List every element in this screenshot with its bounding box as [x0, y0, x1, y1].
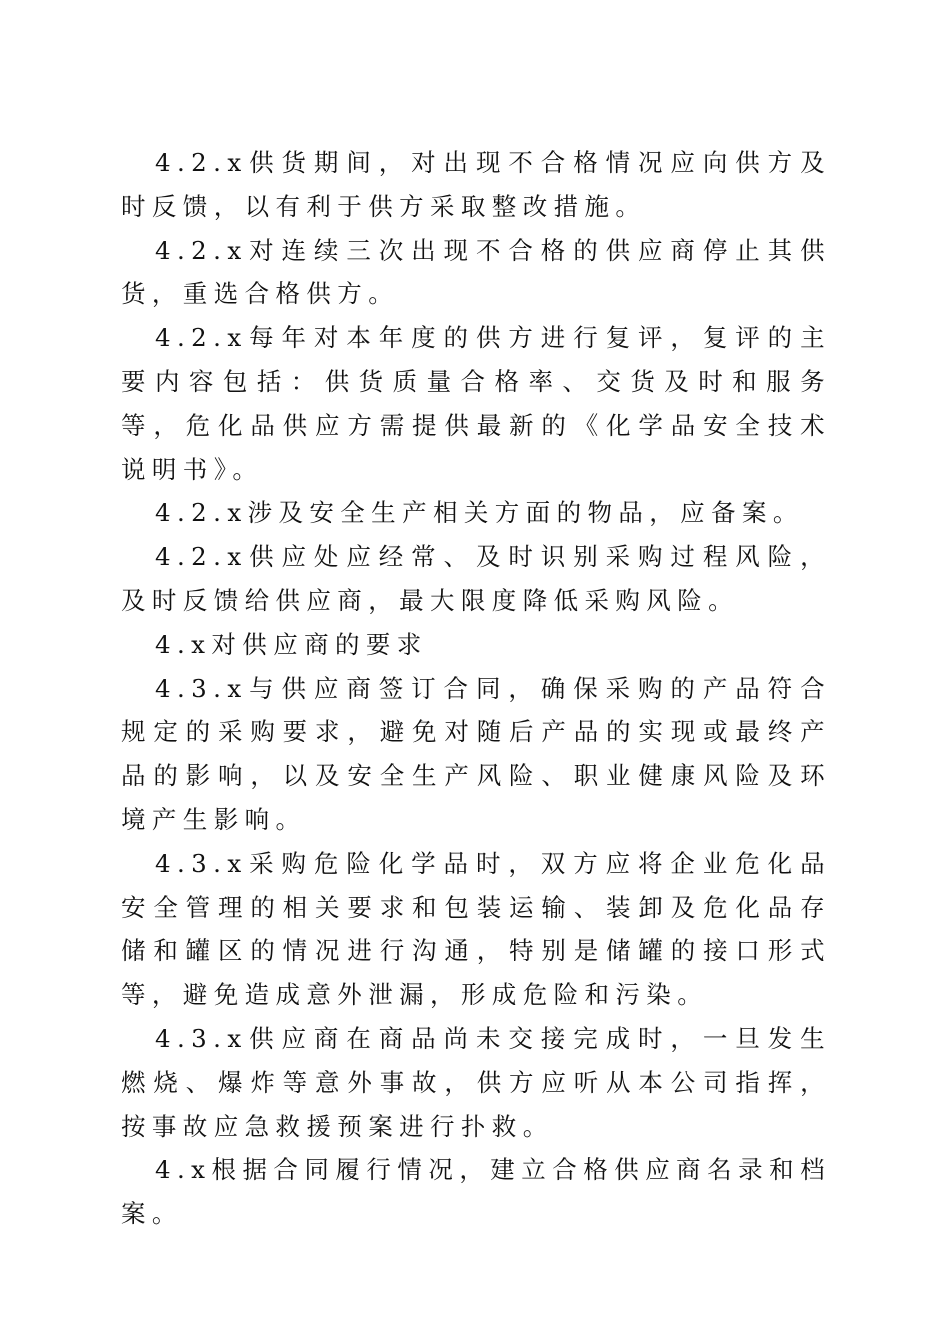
paragraph-accident-response: 4.3.x供应商在商品尚未交接完成时，一旦发生燃烧、爆炸等意外事故，供方应听从本公司指挥，按事故应急救援预案进行扑救。 — [121, 1023, 831, 1141]
paragraph-risk-identification: 4.2.x供应处应经常、及时识别采购过程风险，及时反馈给供应商，最大限度降低采购风险。 — [121, 542, 831, 615]
paragraph-annual-review: 4.2.x每年对本年度的供方进行复评，复评的主要内容包括：供货质量合格率、交货及时和服务等，危化品供应方需提供最新的《化学品安全技术说明书》。 — [121, 323, 831, 484]
document-body — [121, 141, 831, 1236]
paragraph-supplier-register: 4.x根据合同履行情况，建立合格供应商名录和档案。 — [121, 1155, 831, 1229]
paragraph-safety-filing: 4.2.x涉及安全生产相关方面的物品，应备案。 — [155, 498, 804, 528]
paragraph-stop-supply: 4.2.x对连续三次出现不合格的供应商停止其供货，重选合格供方。 — [121, 235, 831, 309]
paragraph-supply-feedback: 4.2.x供货期间，对出现不合格情况应向供方及时反馈，以有利于供方采取整改措施。 — [121, 148, 831, 221]
paragraph-contract: 4.3.x与供应商签订合同，确保采购的产品符合规定的采购要求，避免对随后产品的实现或最终产品的影响，以及安全生产风险、职业健康风险及环境产生影响。 — [121, 673, 831, 834]
paragraph-hazardous-chemicals: 4.3.x采购危险化学品时，双方应将企业危化品安全管理的相关要求和包装运输、装卸及危化品存储和罐区的情况进行沟通，特别是储罐的接口形式等，避免造成意外泄漏，形成危险和污染。 — [121, 848, 831, 1010]
section-heading-supplier-requirements: 4.x对供应商的要求 — [155, 629, 428, 659]
